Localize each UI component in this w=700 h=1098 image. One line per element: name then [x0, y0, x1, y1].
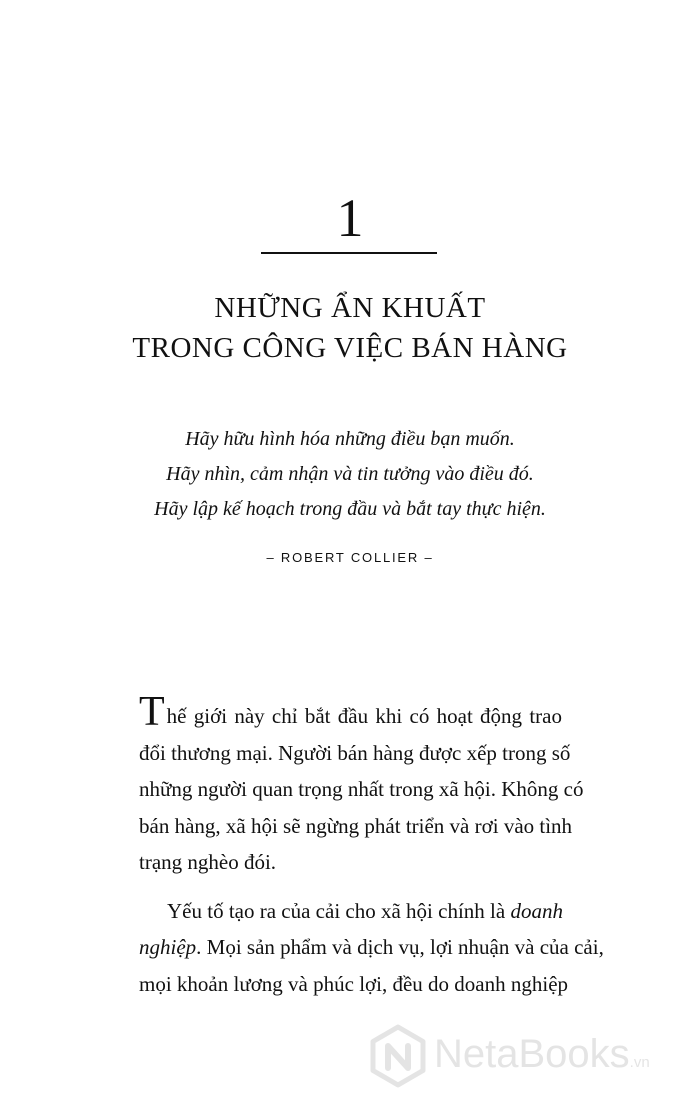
paragraph-2-line-3: mọi khoản lương và phúc lợi, đều do doanh nghiệp	[139, 971, 569, 996]
epigraph-line-2: Hãy nhìn, cảm nhận và tin tưởng vào điều đó.	[166, 463, 534, 485]
epigraph-attribution: – ROBERT COLLIER –	[266, 550, 434, 565]
chapter-title-line-2: TRONG CÔNG VIỆC BÁN HÀNG	[132, 332, 568, 364]
paragraph-2-line-2	[139, 929, 604, 966]
chapter-number: 1	[336, 188, 364, 248]
paragraph-2-line-2-text: . Mọi sản phẩm và dịch vụ, lợi nhuận và của cải,	[196, 935, 604, 959]
paragraph-1	[139, 689, 584, 881]
watermark	[366, 1020, 696, 1092]
paragraph-2	[139, 893, 604, 1003]
paragraph-1-line-3: những người quan trọng nhất trong xã hội. Không có	[139, 777, 584, 801]
drop-cap: T	[139, 689, 165, 735]
paragraph-1-line-1	[139, 689, 562, 735]
watermark-brand-text: NetaBooks	[434, 1032, 630, 1076]
chapter-title-line-1: NHỮNG ẨN KHUẤT	[214, 292, 486, 324]
body-text	[139, 689, 604, 1002]
watermark-brand	[434, 1030, 650, 1087]
paragraph-2-line-1	[139, 893, 562, 930]
epigraph-line-3: Hãy lập kế hoạch trong đầu và bắt tay thực hiện.	[154, 498, 546, 520]
watermark-suffix: .vn	[629, 1054, 650, 1071]
paragraph-2-italic-term-1: doanh	[510, 898, 563, 923]
paragraph-1-line-1-text: hế giới này chỉ bắt đầu khi có hoạt động trao	[166, 704, 562, 728]
chapter-title	[0, 288, 700, 368]
paragraph-1-line-4: bán hàng, xã hội sẽ ngừng phát triển và rơi vào tình	[139, 813, 573, 838]
paragraph-2-italic-term-2: nghiệp	[139, 935, 197, 959]
chapter-divider	[261, 252, 437, 254]
paragraph-1-line-2: đổi thương mại. Người bán hàng được xếp trong số	[139, 740, 571, 765]
paragraph-1-line-5: trạng nghèo đói.	[139, 850, 277, 874]
epigraph	[0, 422, 700, 527]
paragraph-2-line-1-text: Yếu tố tạo ra của cải cho xã hội chính là	[167, 898, 511, 923]
netabooks-logo-icon	[366, 1024, 430, 1088]
epigraph-line-1: Hãy hữu hình hóa những điều bạn muốn.	[185, 428, 515, 450]
